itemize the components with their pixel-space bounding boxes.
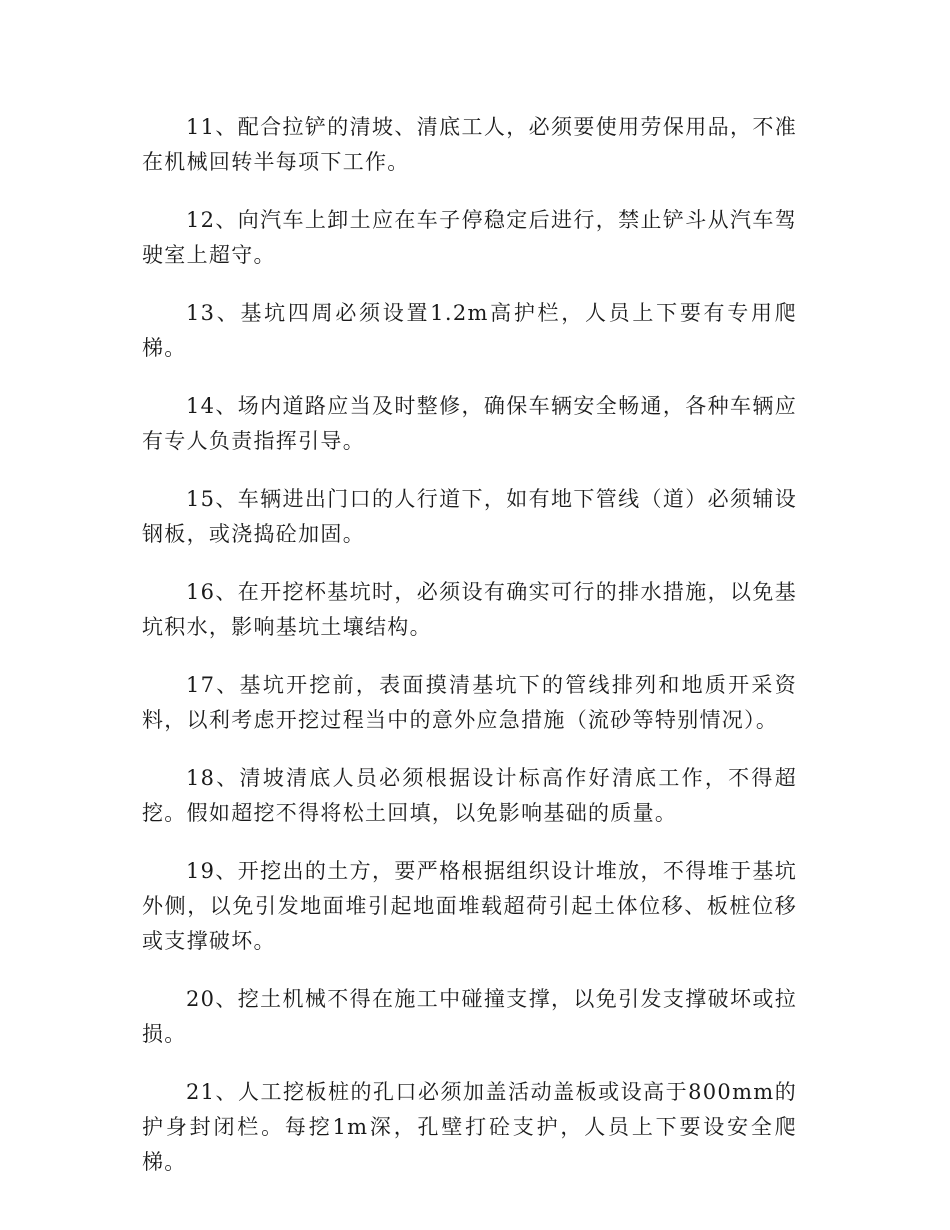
paragraph-item-12: 12、向汽车上卸土应在车子停稳定后进行，禁止铲斗从汽车驾驶室上超守。 [142,208,797,267]
paragraph-item-11: 11、配合拉铲的清坡、清底工人，必须要使用劳保用品，不准在机械回转半每项下工作。 [142,115,797,174]
paragraph-item-16: 16、在开挖杯基坑时，必须设有确实可行的排水措施，以免基坑积水，影响基坑土壤结构。 [142,580,797,639]
paragraph-item-14: 14、场内道路应当及时整修，确保车辆安全畅通，各种车辆应有专人负责指挥引导。 [142,394,797,453]
paragraph-item-18: 18、清坡清底人员必须根据设计标高作好清底工作，不得超挖。假如超挖不得将松土回填，以免影响基础的质量。 [142,766,797,825]
paragraph-item-19: 19、开挖出的土方，要严格根据组织设计堆放，不得堆于基坑外侧，以免引发地面堆引起地面堆载超荷引起土体位移、板桩位移或支撑破坏。 [142,859,797,953]
document-body [142,110,797,1203]
paragraph-item-17: 17、基坑开挖前，表面摸清基坑下的管线排列和地质开采资料，以利考虑开挖过程当中的意外应急措施（流砂等特别情况）。 [142,673,797,732]
paragraph-item-15: 15、车辆进出门口的人行道下，如有地下管线（道）必须辅设钢板，或浇捣砼加固。 [142,487,797,546]
paragraph-item-20: 20、挖土机械不得在施工中碰撞支撑，以免引发支撑破坏或拉损。 [142,987,797,1046]
paragraph-item-13: 13、基坑四周必须设置1.2m高护栏，人员上下要有专用爬梯。 [142,301,797,360]
paragraph-item-21: 21、人工挖板桩的孔口必须加盖活动盖板或设高于800mm的护身封闭栏。每挖1m深，孔壁打砼支护，人员上下要设安全爬梯。 [142,1080,797,1174]
